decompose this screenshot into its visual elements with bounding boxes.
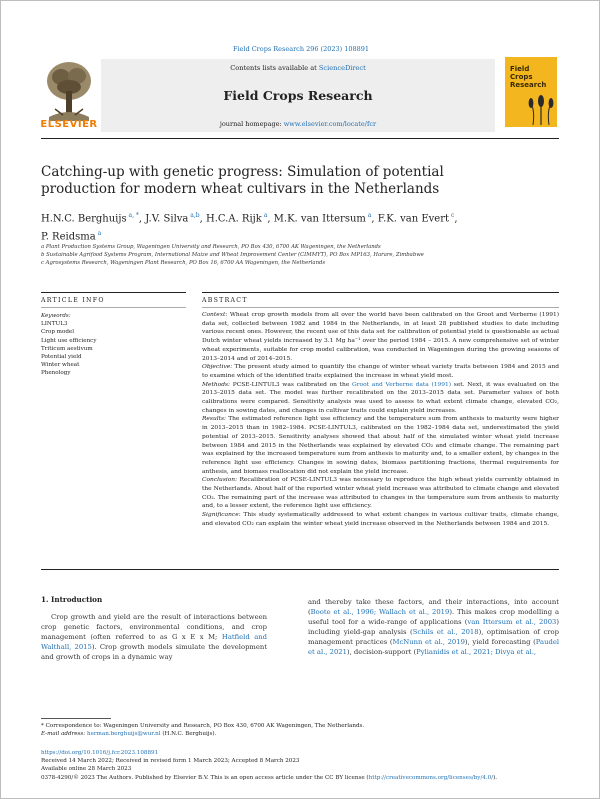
abstract-text: The present study aimed to quantify the change of winter wheat variety traits between 1984 and 2015 and to examine which of the identified traits explained the increase in wheat yield most. xyxy=(202,364,560,379)
license-link[interactable]: http://creativecommons.org/licenses/by/4.0/ xyxy=(368,774,494,781)
contents-available-line xyxy=(101,64,495,72)
email-link[interactable]: herman.berghuijs@wur.nl xyxy=(86,731,161,738)
citation-link[interactable]: Paudel et al., 2021 xyxy=(308,638,560,657)
author-separator: , xyxy=(267,213,274,225)
abstract-text: set. Next, it was evaluated on the 2013–2015 data set. The model was further recalibrated on the 2013–2015 data set. Parameter values of both calibrations were compared. Sensitivity analysis was used to assess to what extent climate change, elevated CO₂, changes in sowing dates, and changes in cultivar traits could explain yield increases. xyxy=(202,381,559,414)
journal-homepage-line xyxy=(101,120,495,128)
article-info-heading: ARTICLE INFO xyxy=(41,297,105,304)
keywords-list xyxy=(41,312,186,378)
doi-link[interactable]: https://doi.org/10.1016/j.fcr.2023.108891 xyxy=(41,750,159,756)
body-text: Crop growth and yield are the result of interactions between crop genetic factors, environmental conditions, and crop management (often referred to as G x E x M; xyxy=(41,613,267,642)
keywords-label: Keywords: xyxy=(41,313,71,319)
citation-link[interactable]: Boote et al., 1996; Wallach et al., 2019 xyxy=(310,608,450,617)
elsevier-tree-logo-icon xyxy=(41,57,97,123)
citation-link[interactable]: McNunn et al., 2019 xyxy=(392,638,465,647)
abstract-objective xyxy=(202,363,559,380)
cover-title-line: Research xyxy=(510,81,547,89)
abstract-text: Recalibration of PCSE-LINTUL3 was necessary to reproduce the high wheat yields currently obtained in the Netherlands. About half of the reported winter wheat yield increase was attributed to climate change and elevated CO₂. The remaining part of the increase was attributed to changes in the temperature sum from anthesis to maturity and, to a lesser extent, the reference light use efficiency. xyxy=(202,477,560,510)
abstract-label: Methods: xyxy=(202,381,231,388)
header-divider xyxy=(41,138,559,139)
body-text: ). Crop growth models simulate the development and growth of crops in a dynamic way xyxy=(41,643,268,662)
keyword-item: Potential yield xyxy=(41,354,82,361)
keyword-item: LINTUL3 xyxy=(41,321,68,328)
author-line xyxy=(41,226,511,244)
abstract-significance xyxy=(202,511,559,528)
cover-title xyxy=(510,65,546,89)
body-text: and thereby take these factors, and their interactions, into account ( xyxy=(308,598,559,617)
abstract-label: Results: xyxy=(202,416,226,423)
author-separator: , xyxy=(454,213,458,225)
author-list xyxy=(41,208,511,245)
homepage-prefix: journal homepage: xyxy=(219,120,282,128)
license-line xyxy=(41,774,561,782)
journal-homepage-link[interactable]: www.elsevier.com/locate/fcr xyxy=(283,120,377,128)
email-suffix: (H.N.C. Berghuijs). xyxy=(162,731,217,738)
abstract-text: PCSE-LINTUL3 was calibrated on the xyxy=(232,381,350,388)
license-text: 0378-4290/© 2023 The Authors. Published by Elsevier B.V. This is an open access article under the CC BY license ( xyxy=(41,774,369,781)
author-name[interactable]: F.K. van Evert xyxy=(377,213,450,225)
license-text: ). xyxy=(493,774,498,781)
body-text: ). This makes crop modelling a useful tool for a wide-range of applications ( xyxy=(308,608,559,627)
abstract-label: Objective: xyxy=(202,364,233,371)
keyword-item: Winter wheat xyxy=(41,362,80,369)
email-line xyxy=(41,730,559,738)
body-text: ) including yield-gap analysis ( xyxy=(308,618,560,637)
keyword-item: Crop model xyxy=(41,329,75,336)
abstract-results xyxy=(202,415,559,476)
received-dates: Received 14 March 2022; Received in revised form 1 March 2023; Accepted 8 March 2023 xyxy=(41,758,300,765)
author-affiliation-marker[interactable]: a xyxy=(261,212,268,219)
cover-wheat-image-icon xyxy=(527,95,555,125)
article-title: Catching-up with genetic progress: Simulation of potential production for modern wheat cultivars in the Netherlands xyxy=(41,164,444,197)
abstract-subdivider xyxy=(202,307,559,308)
introduction-right-column xyxy=(308,597,559,658)
footnote-divider xyxy=(41,718,111,719)
abstract-label: Conclusion: xyxy=(202,477,238,484)
affiliation-c: c Agrosystems Research, Wageningen Plant Research, PO Box 16, 6700 AA Wageningen, the Netherlands xyxy=(41,260,326,267)
correspondence-footnote xyxy=(41,722,559,738)
article-info-divider xyxy=(41,292,186,293)
citation-link[interactable]: van Ittersum et al., 2003 xyxy=(467,618,557,627)
citation-link[interactable]: Hatfield and Walthall, 2015 xyxy=(41,633,267,652)
keyword-item: Phenology xyxy=(41,370,71,377)
abstract-label: Significance: xyxy=(202,512,241,519)
sciencedirect-link[interactable]: ScienceDirect xyxy=(318,64,366,72)
author-name[interactable]: H.N.C. Berghuijs xyxy=(41,213,127,225)
online-date: Available online 28 March 2023 xyxy=(41,766,132,773)
body-text: ), optimisation of crop management practices ( xyxy=(308,628,559,647)
affiliations xyxy=(41,243,511,268)
contents-prefix: Contents lists available at xyxy=(230,64,317,72)
journal-citation-link[interactable]: Field Crops Research 296 (2023) 108891 xyxy=(232,45,370,53)
cover-title-line: Crops xyxy=(510,73,533,81)
author-name[interactable]: P. Reidsma xyxy=(41,231,96,243)
abstract-text: The estimated reference light use efficiency and the temperature sum from anthesis to maturity were higher in 2013–2015 than in 1982–1984. PCSE-LINTUL3, calibrated on the 1982–1984 data set, underestimated the yield potential of 2013–2015. Sensitivity analyses showed that about half of the simulated winter wheat yield increase between 1984 and 2015 in the Netherlands was explained by elevated CO₂ and climate change. The remaining part was explained by the increased temperature sum from anthesis to maturity and, to a smaller extent, by changes in the reference light use efficiency. Changes in sowing dates, biomass partitioning fractions, thermal requirements for anthesis, and biomass reallocation did not explain the yield increase. xyxy=(202,416,559,475)
author-name[interactable]: H.C.A. Rijk xyxy=(205,213,262,225)
abstract-conclusion xyxy=(202,476,559,511)
author-affiliation-marker[interactable]: a xyxy=(365,212,372,219)
citation-link[interactable]: Schils et al., 2018 xyxy=(412,628,479,637)
author-affiliation-marker[interactable]: a xyxy=(95,230,102,238)
cover-title-line: Field xyxy=(510,65,530,73)
affiliation-a: a Plant Production Systems Group, Wageningen University and Research, PO Box 430, 6700 AK Wageningen, the Netherlands xyxy=(41,244,381,250)
author-line xyxy=(41,208,511,226)
author-affiliation-marker[interactable]: c xyxy=(449,212,455,219)
abstract-bottom-divider xyxy=(41,569,559,570)
correspondence-address: * Correspondence to: Wageningen University and Research, PO Box 430, 6700 AK Wageningen, The Netherlands. xyxy=(41,723,365,729)
abstract-methods xyxy=(202,381,559,416)
abstract-body xyxy=(202,311,559,529)
author-separator: , xyxy=(138,213,146,225)
abstract-label: Context: xyxy=(202,312,228,318)
abstract-text: Wheat crop growth models from all over the world have been calibrated on the Groot and Verberne (1991) data set, collected between 1982 and 1984 in the Netherlands, in at least 28 published studies to date including various recent ones. However, the recent use of this data set for calibration of potential yield is questionable as actual Dutch winter wheat yields increased by 3.1 Mg ha⁻¹ over the period 1984 – 2015. A new comprehensive set of winter wheat experiments, suitable for crop model calibration, was conducted in Wageningen during the growing seasons of 2013–2014 and of 2014–2015. xyxy=(202,312,560,362)
abstract-divider xyxy=(202,292,559,293)
introduction-heading: 1. Introduction xyxy=(41,595,103,604)
citation-link[interactable]: Groot and Verberne data (1991) xyxy=(352,381,452,388)
journal-cover-thumbnail xyxy=(505,57,557,127)
citation-link[interactable]: Pylianidis et al., 2021; Divya et al., xyxy=(416,648,537,657)
abstract-heading: ABSTRACT xyxy=(202,297,248,304)
author-separator: , xyxy=(371,213,378,225)
body-text: ), decision-support ( xyxy=(346,648,417,657)
keyword-item: Light use efficiency xyxy=(41,337,97,344)
body-text: ), yield forecasting ( xyxy=(464,638,536,647)
introduction-left-column xyxy=(41,612,267,662)
email-label: E-mail address: xyxy=(41,731,86,738)
affiliation-b: b Sustainable Agrifood Systems Program, International Maize and Wheat Improvement Center (CIMMYT), PO Box MP163, Harare, Zimbabwe xyxy=(41,252,424,259)
abstract-context xyxy=(202,311,559,363)
author-separator: , xyxy=(199,213,206,225)
journal-name: Field Crops Research xyxy=(223,88,373,103)
author-affiliation-marker[interactable]: a,b xyxy=(188,212,200,219)
author-affiliation-marker[interactable]: a, * xyxy=(126,212,139,219)
abstract-text: This study systematically addressed to what extent changes in various cultivar traits, climate change, and elevated CO₂ can explain the winter wheat yield increase observed in the Netherlands between 1984 and 2015. xyxy=(202,512,559,527)
article-info-subdivider xyxy=(41,307,186,308)
author-name[interactable]: J.V. Silva xyxy=(145,213,189,225)
author-name[interactable]: M.K. van Ittersum xyxy=(273,213,366,225)
publisher-logo-text: ELSEVIER xyxy=(40,119,98,130)
keyword-item: Triticum aestivum xyxy=(41,345,93,352)
publication-info xyxy=(41,749,561,782)
